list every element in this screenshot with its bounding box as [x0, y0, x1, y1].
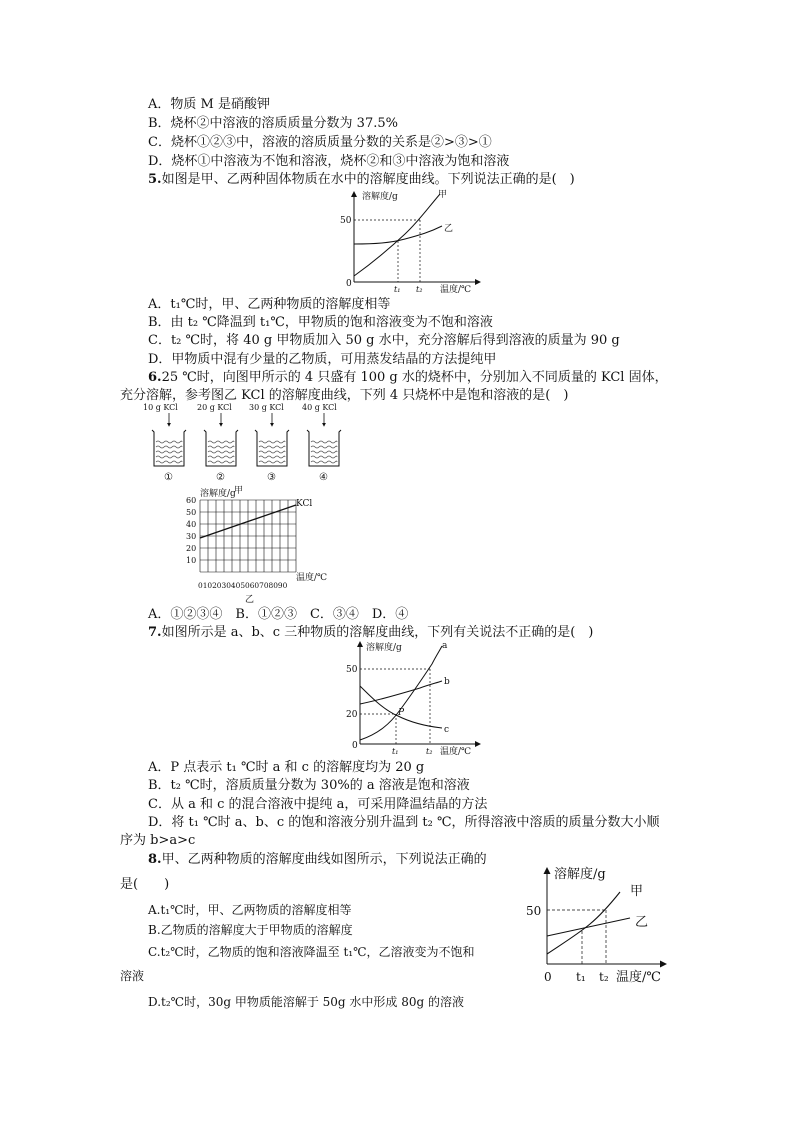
q5-option-b: B．由 t₂ ℃降温到 t₁℃，甲物质的饱和溶液变为不饱和溶液 [148, 315, 493, 330]
q6-ytick-30: 30 [186, 532, 197, 541]
q6-options: A．①②③④ B．①②③ C．③④ D．④ [148, 607, 409, 622]
q7-option-d-1: D．将 t₁ ℃时 a、b、c 的饱和溶液分别升温到 t₂ ℃，所得溶液中溶质的质量分数大小顺 [148, 815, 660, 830]
q6-ytick-60: 60 [186, 496, 197, 505]
q5-number: 5. [148, 172, 162, 187]
q8-option-c-2: 溶液 [120, 969, 145, 983]
beaker-2-label: 20 g KCl [197, 403, 232, 412]
q6-fig-a-label: 甲 [234, 486, 244, 496]
q5-curve-jia [354, 194, 440, 276]
q4-option-d: D．烧杯①中溶液为不饱和溶液，烧杯②和③中溶液为饱和溶液 [148, 154, 510, 169]
q7-ytick-20: 20 [346, 710, 358, 720]
q4-option-b: B．烧杯②中溶液的溶质质量分数为 37.5% [148, 116, 398, 131]
q6-beakers-figure [140, 400, 360, 488]
beaker-3-num: ③ [267, 472, 276, 483]
q8-option-b: B.乙物质的溶解度大于甲物质的溶解度 [148, 923, 353, 937]
q7-option-b: B．t₂ ℃时，溶质质量分数为 30%的 a 溶液是饱和溶液 [148, 778, 470, 793]
q6-xticks: 0102030405060708090 [198, 581, 288, 590]
beaker-4-num: ④ [319, 472, 328, 483]
q7-label-c: c [444, 725, 450, 735]
q4-option-a: A．物质 M 是硝酸钾 [148, 97, 270, 112]
q6-stem-1 [148, 370, 668, 386]
q5-stem-text: 如图是甲、乙两种固体物质在水中的溶解度曲线。下列说法正确的是( ) [161, 172, 575, 187]
q8-xlabel: 温度/℃ [616, 970, 661, 985]
q5-label-yi: 乙 [444, 224, 454, 234]
q6-stem-2: 充分溶解，参考图乙 KCl 的溶解度曲线，下列 4 只烧杯中是饱和溶液的是( ) [120, 388, 569, 403]
q6-ytick-10: 10 [186, 556, 197, 565]
q7-option-a: A．P 点表示 t₁ ℃时 a 和 c 的溶解度均为 20 g [148, 760, 425, 775]
q8-option-d: D.t₂℃时，30g 甲物质能溶解于 50g 水中形成 80g 的溶液 [148, 995, 464, 1009]
q8-chart [520, 862, 670, 986]
beaker-2-num: ② [216, 472, 225, 483]
q6-fig-b-label: 乙 [245, 595, 255, 605]
beaker-4-label: 40 g KCl [302, 403, 337, 412]
q6-kcl-label: KCl [296, 499, 313, 509]
q6-ylabel: 溶解度/g [200, 489, 236, 499]
q8-stem-2: 是( ) [120, 877, 170, 892]
q7-xtick-t1: t₁ [392, 747, 399, 756]
q6-kcl-chart [178, 484, 338, 608]
beaker-3-label: 30 g KCl [249, 403, 284, 412]
q5-xtick-t2: t₂ [416, 285, 423, 294]
q8-label-jia: 甲 [630, 884, 644, 899]
beaker-4 [302, 403, 341, 483]
beaker-3 [249, 403, 289, 483]
q4-option-c: C．烧杯①②③中，溶液的溶质质量分数的关系是②>③>① [148, 135, 492, 150]
q7-ytick-50: 50 [346, 665, 358, 675]
q5-xlabel: 温度/℃ [440, 285, 472, 295]
q8-label-yi: 乙 [635, 915, 649, 930]
beaker-2 [197, 403, 238, 483]
q8-stem-text-1: 甲、乙两种物质的溶解度曲线如图所示，下列说法正确的 [161, 852, 487, 867]
q5-origin: 0 [346, 279, 352, 289]
beaker-1-num: ① [164, 472, 173, 483]
q5-chart [330, 186, 490, 298]
q8-xtick-t1: t₁ [576, 970, 586, 984]
q6-stem-text-1: 25 ℃时，向图甲所示的 4 只盛有 100 g 水的烧杯中，分别加入不同质量的 KCl 固体， [161, 370, 668, 385]
q7-xtick-t2: t₂ [426, 747, 433, 756]
q7-label-a: a [442, 641, 448, 651]
q7-number: 7. [148, 625, 162, 640]
q7-option-d-2: 序为 b>a>c [120, 833, 196, 848]
q5-option-c: C．t₂ ℃时，将 40 g 甲物质加入 50 g 水中，充分溶解后得到溶液的质量为 90 g [148, 333, 620, 348]
q5-option-a: A．t₁℃时，甲、乙两种物质的溶解度相等 [148, 297, 391, 312]
q8-option-a: A.t₁℃时，甲、乙两物质的溶解度相等 [148, 903, 352, 917]
beaker-1-label: 10 g KCl [143, 403, 178, 412]
q6-ytick-20: 20 [186, 544, 197, 553]
q8-number: 8. [148, 852, 162, 867]
q7-chart [340, 638, 490, 760]
q7-origin: 0 [352, 741, 358, 751]
q7-ylabel: 溶解度/g [366, 643, 402, 653]
q6-grid [200, 500, 296, 572]
q7-label-b: b [444, 677, 450, 687]
q5-xtick-t1: t₁ [394, 285, 401, 294]
q7-point-p: P [398, 708, 405, 718]
q5-option-d: D．甲物质中混有少量的乙物质，可用蒸发结晶的方法提纯甲 [148, 352, 497, 367]
q8-option-c-1: C.t₂℃时，乙物质的饱和溶液降温至 t₁℃，乙溶液变为不饱和 [148, 945, 475, 959]
q8-ytick-50: 50 [526, 904, 542, 918]
q5-label-jia: 甲 [438, 190, 448, 200]
q7-xlabel: 温度/℃ [440, 747, 472, 757]
q6-xlabel: 温度/℃ [296, 573, 328, 583]
q8-curve-yi [547, 918, 630, 936]
beaker-1 [143, 403, 186, 483]
q5-ylabel: 溶解度/g [362, 192, 398, 202]
q8-ylabel: 溶解度/g [554, 867, 606, 882]
q7-option-c: C．从 a 和 c 的混合溶液中提纯 a，可采用降温结晶的方法 [148, 797, 488, 812]
q8-stem-1 [148, 852, 487, 868]
q6-ytick-40: 40 [186, 520, 197, 529]
q8-origin: 0 [544, 970, 552, 984]
q8-xtick-t2: t₂ [599, 970, 609, 984]
q7-curve-b [360, 681, 442, 704]
q7-stem-text: 如图所示是 a、b、c 三种物质的溶解度曲线，下列有关说法不正确的是( ) [161, 625, 594, 640]
q6-number: 6. [148, 370, 162, 385]
q6-ytick-50: 50 [186, 508, 197, 517]
q5-ytick-50: 50 [340, 216, 352, 226]
